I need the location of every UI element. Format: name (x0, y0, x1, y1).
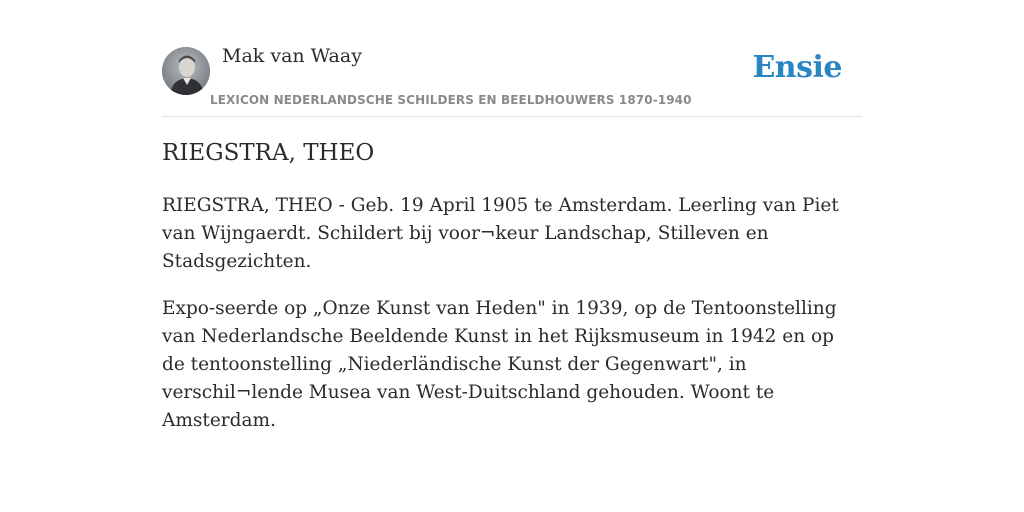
brand-logo[interactable]: Ensie (752, 50, 842, 85)
author-portrait-icon (162, 47, 210, 95)
header (162, 0, 862, 117)
article-body (162, 192, 862, 454)
article-paragraph: RIEGSTRA, THEO - Geb. 19 April 1905 te Amsterdam. Leerling van Piet van Wijngaerdt. Schildert bij voor¬keur Landschap, Stilleven en Stadsgezichten. (162, 195, 839, 272)
author-avatar[interactable] (162, 47, 210, 95)
lexicon-subtitle[interactable]: LEXICON NEDERLANDSCHE SCHILDERS EN BEELDHOUWERS 1870-1940 (210, 93, 692, 107)
article-title: RIEGSTRA, THEO (162, 140, 375, 166)
article-paragraph: Expo-seerde op „Onze Kunst van Heden" in 1939, op de Tentoonstelling van Nederlandsche Beeldende Kunst in het Rijksmuseum in 1942 en op de tentoonstelling „Niederländische Kunst der Gegenwart", in verschil¬lende Musea van West-Duitschland gehouden. Woont te Amsterdam. (162, 298, 837, 431)
author-name[interactable]: Mak van Waay (222, 45, 362, 67)
